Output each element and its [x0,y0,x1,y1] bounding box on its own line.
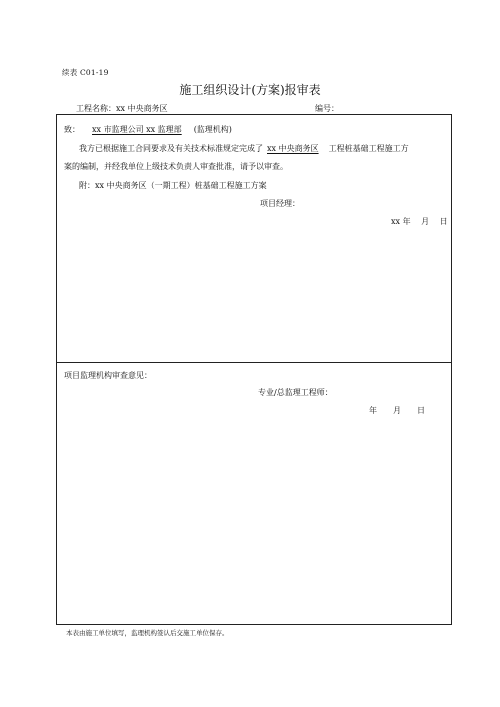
addressee-label: 致： [64,125,80,134]
document-title: 施工组织设计(方案)报审表 [179,83,321,97]
submission-line-2: 案的编制，并经我单位上级技术负责人审查批准，请予以审查。 [64,162,288,171]
project-name-row [76,103,168,114]
supervisor-date: 年 月 日 [369,406,425,415]
project-name-value: xx 中央商务区 [116,104,168,113]
project-name-label: 工程名称： [76,104,116,113]
project-manager-label: 项目经理： [260,199,300,208]
supervising-engineer-label: 专业/总监理工程师： [258,388,333,397]
form-code: 续表 C01-19 [62,68,109,77]
serial-number-label: 编号： [315,104,339,113]
supervisor-opinion-label: 项目监理机构审查意见： [64,371,152,380]
addressee-suffix: (监理机构) [193,125,232,134]
submission-project-value[interactable]: xx 中央商务区 [267,144,319,153]
footnote: 本表由施工单位填写，监理机构签认后交施工单位保存。 [66,629,229,637]
addressee-row [64,124,232,136]
addressee-value[interactable]: xx 市监理公司 xx 监理部 [92,125,182,134]
contractor-date: xx 年 月 日 [391,217,448,226]
submission-line-1 [79,143,409,155]
attachment-line: 附：xx 中央商务区（一期工程）桩基础工程施工方案 [79,181,267,190]
section-divider [56,362,452,363]
submission-text-part2: 工程桩基础工程施工方 [328,144,409,153]
submission-text-part1: 我方已根据施工合同要求及有关技术标准规定完成了 [79,144,263,153]
